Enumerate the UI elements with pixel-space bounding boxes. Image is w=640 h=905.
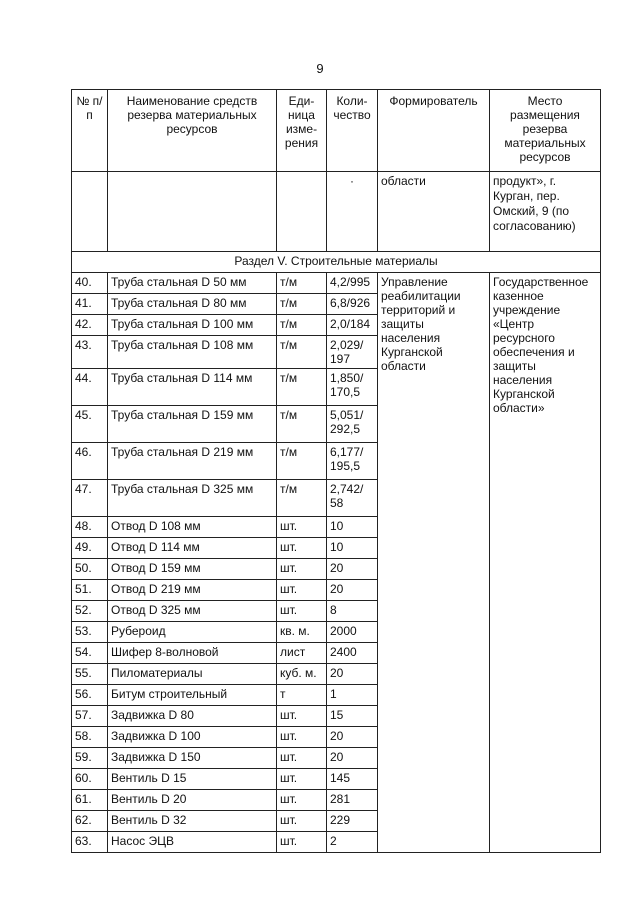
row-qty: 1,850/ 170,5 bbox=[327, 369, 378, 406]
row-qty: 15 bbox=[327, 706, 378, 727]
page-number: 9 bbox=[316, 61, 324, 76]
row-qty: 1 bbox=[327, 685, 378, 706]
row-num: 47. bbox=[72, 480, 108, 517]
row-unit: т/м bbox=[277, 406, 327, 443]
row-qty: 229 bbox=[327, 811, 378, 832]
row-name: Труба стальная D 80 мм bbox=[108, 294, 277, 315]
row-name: Вентиль D 15 bbox=[108, 769, 277, 790]
row-name: Пиломатериалы bbox=[108, 664, 277, 685]
continuation-qty: · bbox=[327, 172, 378, 252]
location-cell: Государственное казенное учреждение «Центр ресурсного обеспечения и защиты населения Курганской области» bbox=[490, 273, 601, 853]
row-unit: шт. bbox=[277, 538, 327, 559]
row-unit: т/м bbox=[277, 369, 327, 406]
row-qty: 145 bbox=[327, 769, 378, 790]
row-unit: куб. м. bbox=[277, 664, 327, 685]
row-unit: шт. bbox=[277, 832, 327, 853]
row-qty: 20 bbox=[327, 559, 378, 580]
continuation-location: продукт», г. Курган, пер. Омский, 9 (по согласованию) bbox=[490, 172, 601, 252]
row-num: 40. bbox=[72, 273, 108, 294]
row-num: 41. bbox=[72, 294, 108, 315]
header-name: Наименование средств резерва материальных ресурсов bbox=[108, 90, 277, 172]
row-name: Отвод D 219 мм bbox=[108, 580, 277, 601]
row-name: Вентиль D 20 bbox=[108, 790, 277, 811]
row-unit: шт. bbox=[277, 727, 327, 748]
row-name: Труба стальная D 219 мм bbox=[108, 443, 277, 480]
row-num: 58. bbox=[72, 727, 108, 748]
row-qty: 6,177/ 195,5 bbox=[327, 443, 378, 480]
row-qty: 10 bbox=[327, 517, 378, 538]
row-name: Труба стальная D 159 мм bbox=[108, 406, 277, 443]
former-cell: Управление реабилитации территорий и защиты населения Курганской области bbox=[378, 273, 490, 853]
row-num: 51. bbox=[72, 580, 108, 601]
row-name: Труба стальная D 325 мм bbox=[108, 480, 277, 517]
row-unit: лист bbox=[277, 643, 327, 664]
row-num: 63. bbox=[72, 832, 108, 853]
section-title: Раздел V. Строительные материалы bbox=[72, 252, 601, 273]
row-qty: 10 bbox=[327, 538, 378, 559]
row-unit: шт. bbox=[277, 769, 327, 790]
row-name: Труба стальная D 114 мм bbox=[108, 369, 277, 406]
row-name: Труба стальная D 50 мм bbox=[108, 273, 277, 294]
continuation-name bbox=[108, 172, 277, 252]
row-num: 52. bbox=[72, 601, 108, 622]
row-name: Битум строительный bbox=[108, 685, 277, 706]
row-num: 55. bbox=[72, 664, 108, 685]
header-qty: Коли-чество bbox=[327, 90, 378, 172]
row-name: Вентиль D 32 bbox=[108, 811, 277, 832]
table-row bbox=[72, 273, 601, 294]
continuation-former: области bbox=[378, 172, 490, 252]
row-num: 56. bbox=[72, 685, 108, 706]
row-unit: т/м bbox=[277, 443, 327, 480]
row-unit: шт. bbox=[277, 559, 327, 580]
row-qty: 20 bbox=[327, 727, 378, 748]
row-name: Рубероид bbox=[108, 622, 277, 643]
row-num: 49. bbox=[72, 538, 108, 559]
row-name: Задвижка D 150 bbox=[108, 748, 277, 769]
row-num: 50. bbox=[72, 559, 108, 580]
continuation-unit bbox=[277, 172, 327, 252]
row-num: 45. bbox=[72, 406, 108, 443]
row-unit: шт. bbox=[277, 748, 327, 769]
row-num: 54. bbox=[72, 643, 108, 664]
row-unit: т/м bbox=[277, 273, 327, 294]
row-qty: 6,8/926 bbox=[327, 294, 378, 315]
continuation-num bbox=[72, 172, 108, 252]
row-num: 48. bbox=[72, 517, 108, 538]
section-row bbox=[72, 252, 601, 273]
row-num: 57. bbox=[72, 706, 108, 727]
row-name: Отвод D 108 мм bbox=[108, 517, 277, 538]
row-num: 60. bbox=[72, 769, 108, 790]
row-qty: 5,051/ 292,5 bbox=[327, 406, 378, 443]
row-qty: 2400 bbox=[327, 643, 378, 664]
row-qty: 4,2/995 bbox=[327, 273, 378, 294]
row-qty: 2 bbox=[327, 832, 378, 853]
row-qty: 20 bbox=[327, 580, 378, 601]
row-name: Насос ЭЦВ bbox=[108, 832, 277, 853]
row-name: Труба стальная D 108 мм bbox=[108, 336, 277, 369]
header-unit: Еди-ница изме-рения bbox=[277, 90, 327, 172]
continuation-row bbox=[72, 172, 601, 252]
row-name: Шифер 8-волновой bbox=[108, 643, 277, 664]
row-name: Задвижка D 100 bbox=[108, 727, 277, 748]
header-row bbox=[72, 90, 601, 172]
row-name: Задвижка D 80 bbox=[108, 706, 277, 727]
row-unit: шт. bbox=[277, 811, 327, 832]
row-qty: 2,029/ 197 bbox=[327, 336, 378, 369]
row-qty: 20 bbox=[327, 748, 378, 769]
row-qty: 2,0/184 bbox=[327, 315, 378, 336]
header-num: № п/п bbox=[72, 90, 108, 172]
row-unit: шт. bbox=[277, 580, 327, 601]
row-num: 62. bbox=[72, 811, 108, 832]
row-num: 53. bbox=[72, 622, 108, 643]
row-qty: 8 bbox=[327, 601, 378, 622]
row-num: 42. bbox=[72, 315, 108, 336]
row-name: Труба стальная D 100 мм bbox=[108, 315, 277, 336]
row-unit: шт. bbox=[277, 601, 327, 622]
row-name: Отвод D 159 мм bbox=[108, 559, 277, 580]
header-former: Формирователь bbox=[378, 90, 490, 172]
row-unit: т/м bbox=[277, 294, 327, 315]
row-qty: 281 bbox=[327, 790, 378, 811]
row-name: Отвод D 114 мм bbox=[108, 538, 277, 559]
row-num: 44. bbox=[72, 369, 108, 406]
row-unit: т bbox=[277, 685, 327, 706]
row-name: Отвод D 325 мм bbox=[108, 601, 277, 622]
row-unit: т/м bbox=[277, 315, 327, 336]
resource-table bbox=[71, 89, 601, 853]
row-num: 61. bbox=[72, 790, 108, 811]
row-num: 46. bbox=[72, 443, 108, 480]
row-unit: шт. bbox=[277, 790, 327, 811]
header-location: Место размещения резерва материальных ресурсов bbox=[490, 90, 601, 172]
row-unit: т/м bbox=[277, 480, 327, 517]
row-num: 43. bbox=[72, 336, 108, 369]
row-qty: 20 bbox=[327, 664, 378, 685]
row-unit: шт. bbox=[277, 517, 327, 538]
row-unit: т/м bbox=[277, 336, 327, 369]
row-qty: 2000 bbox=[327, 622, 378, 643]
row-qty: 2,742/ 58 bbox=[327, 480, 378, 517]
row-num: 59. bbox=[72, 748, 108, 769]
row-unit: кв. м. bbox=[277, 622, 327, 643]
row-unit: шт. bbox=[277, 706, 327, 727]
